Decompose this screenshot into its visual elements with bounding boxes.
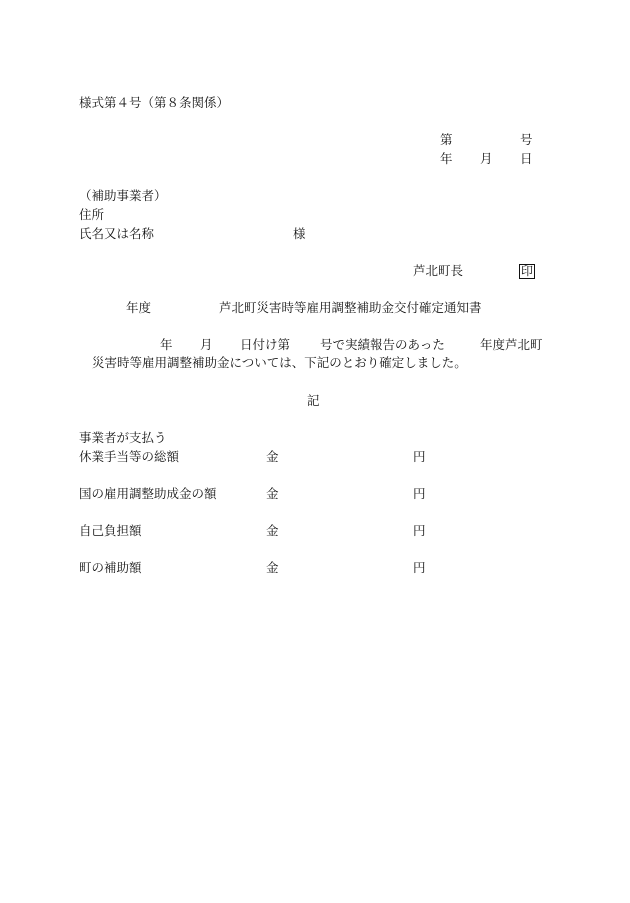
item-label: 国の雇用調整助成金の額 [79,486,217,501]
body-report-text: 号で実績報告のあった [320,337,445,352]
fiscal-year-label: 年度 [126,300,152,315]
item-label: 自己負担額 [79,523,142,538]
date-day: 日 [520,151,533,166]
item-label: 町の補助額 [79,560,142,575]
item-yen: 円 [413,486,426,501]
body-fiscal-year-town: 年度芦北町 [480,337,543,352]
items-note: 事業者が支払う [79,430,167,445]
item-kin: 金 [266,560,279,575]
item-yen: 円 [413,560,426,575]
seal-mark: 印 [521,264,534,278]
item-yen: 円 [413,523,426,538]
name-label: 氏名又は名称 [79,226,155,241]
body-year: 年 [160,337,173,352]
ki-marker: 記 [307,393,320,408]
item-kin: 金 [266,486,279,501]
item-kin: 金 [266,449,279,464]
body-month: 月 [200,337,213,352]
address-label: 住所 [79,207,105,222]
recipient-role: （補助事業者） [79,188,167,203]
item-label: 休業手当等の総額 [79,449,180,464]
doc-number-prefix: 第 [440,132,453,147]
honorific: 様 [293,226,306,241]
item-kin: 金 [266,523,279,538]
document-title: 芦北町災害時等雇用調整補助金交付確定通知書 [219,300,482,315]
form-label: 様式第４号（第８条関係） [79,95,230,110]
date-month: 月 [480,151,493,166]
body-line-2: 災害時等雇用調整補助金については、下記のとおり確定しました。 [92,355,467,370]
item-yen: 円 [413,449,426,464]
date-year: 年 [440,151,453,166]
issuer-title: 芦北町長 [413,263,464,278]
doc-number-suffix: 号 [520,132,533,147]
body-dated-number: 日付け第 [240,337,291,352]
